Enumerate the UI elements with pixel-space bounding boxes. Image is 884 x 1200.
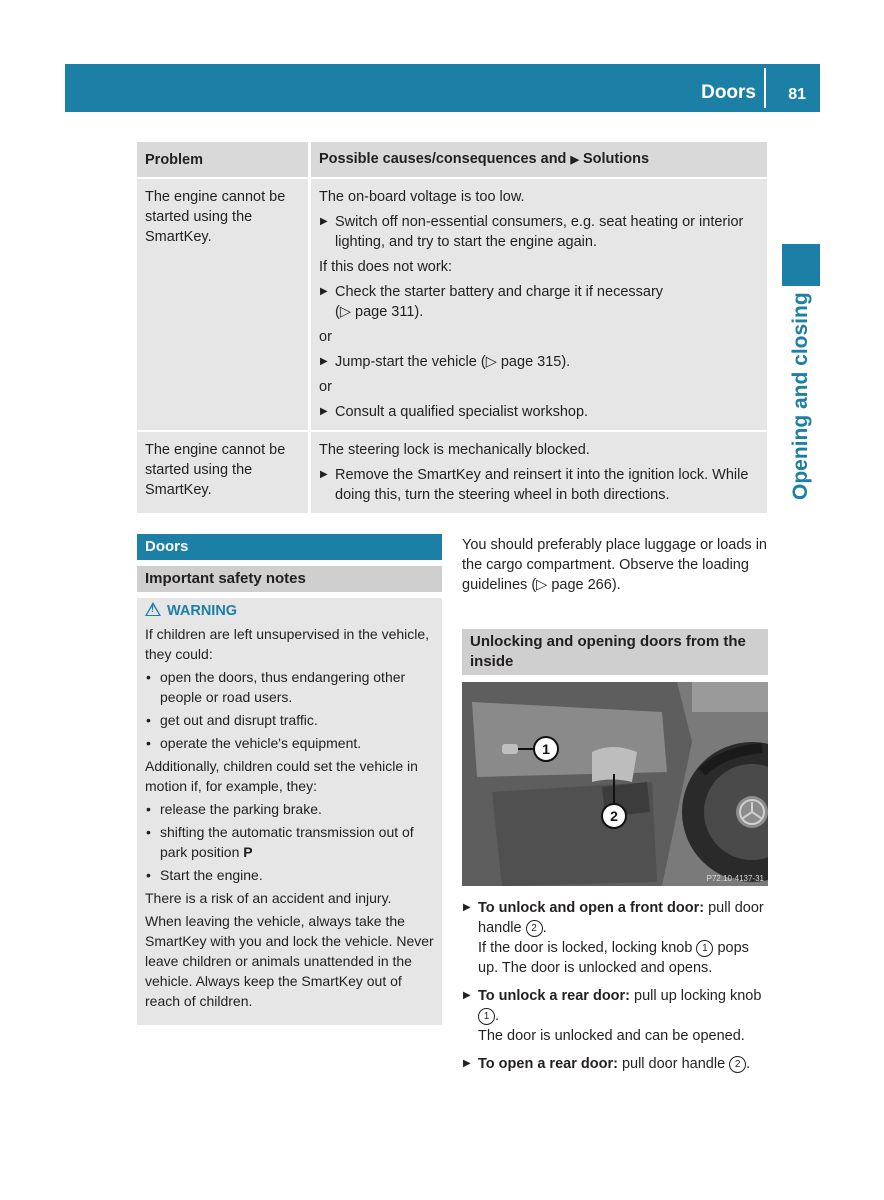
callout-2: 2 [610, 808, 618, 824]
column-header-causes: Possible causes/consequences and ▶ Solutions [310, 142, 768, 178]
list-item: • Start the engine. [145, 865, 435, 885]
list-item: ▶ To unlock a rear door: pull up locking knob 1 . The door is unlocked and can be opened. [462, 986, 768, 1046]
list-item: ▶ To unlock and open a front door: pull door handle 2 . If the door is locked, locking knob 1 pops up. The door is unlocked and opens. [462, 898, 768, 978]
callout-1: 1 [542, 741, 550, 757]
table-row [137, 431, 767, 513]
solution-cell: The steering lock is mechanically blocked. ▶ Remove the SmartKey and reinsert it into the ignition lock. While doing this, turn the steering wheel in both directions. [310, 431, 768, 513]
warning-box: !WARNING If children are left unsupervised in the vehicle, they could: • open the doors, thus endangering other people or road users. • get out and disrupt traffic. • operate the vehicle's equipment. Additionally, children could set the vehicle in motion if, for example, they: • release the parking brake. • shifting the automatic transmission out of park position P • Start the engine. There is a risk of an accident and injury. When leaving the vehicle, always take the SmartKey with you and lock the vehicle. Never leave children or animals unattended in the vehicle. Always keep the SmartKey out of reach of children. [137, 598, 442, 1025]
callout-2-icon: 2 [526, 920, 543, 937]
table-header-row [137, 142, 767, 178]
instruction-list [462, 898, 768, 1082]
header-divider [764, 68, 766, 108]
solution-cell: The on-board voltage is too low. ▶ Switch off non-essential consumers, e.g. seat heating or interior lighting, and try to start the engine again. If this does not work: ▶ Check the starter battery and charge it if necessary (▷ page 311). or ▶ Jump-start the vehicle (▷ page 315). or ▶ Consult a qualified specialist workshop. [310, 178, 768, 431]
warning-triangle-icon [145, 602, 161, 616]
photo-code: P72.10-4137-31 [706, 874, 764, 883]
list-item: • get out and disrupt traffic. [145, 710, 435, 730]
troubleshooting-table [137, 142, 767, 513]
header-title: Doors [701, 82, 756, 103]
list-item: • shifting the automatic transmission out of park position P [145, 822, 435, 862]
section-heading-doors: Doors [137, 534, 442, 560]
warning-heading: !WARNING [145, 601, 435, 621]
subsection-heading-unlocking: Unlocking and opening doors from the inside [462, 629, 768, 675]
list-item: • release the parking brake. [145, 799, 435, 819]
list-item: • operate the vehicle's equipment. [145, 733, 435, 753]
subsection-heading-safety: Important safety notes [137, 566, 442, 592]
callout-1-icon: 1 [478, 1008, 495, 1025]
problem-cell: The engine cannot be started using the SmartKey. [137, 431, 310, 513]
chapter-tab-marker [782, 244, 820, 286]
list-item: • open the doors, thus endangering other people or road users. [145, 667, 435, 707]
page-header [65, 64, 820, 112]
chapter-tab-label: Opening and closing [789, 292, 812, 500]
chapter-tab [781, 292, 821, 740]
page-number: 81 [788, 86, 806, 103]
luggage-note: You should preferably place luggage or loads in the cargo compartment. Observe the loading guidelines (▷ page 266). [462, 537, 767, 593]
list-item: ▶ To open a rear door: pull door handle 2 . [462, 1054, 768, 1074]
callout-2-icon: 2 [729, 1056, 746, 1073]
callout-1-icon: 1 [696, 940, 713, 957]
door-interior-photo [462, 682, 768, 886]
table-row [137, 178, 767, 431]
problem-cell: The engine cannot be started using the SmartKey. [137, 178, 310, 431]
solution-arrow-icon: ▶ [570, 154, 579, 166]
column-header-problem: Problem [137, 142, 310, 178]
